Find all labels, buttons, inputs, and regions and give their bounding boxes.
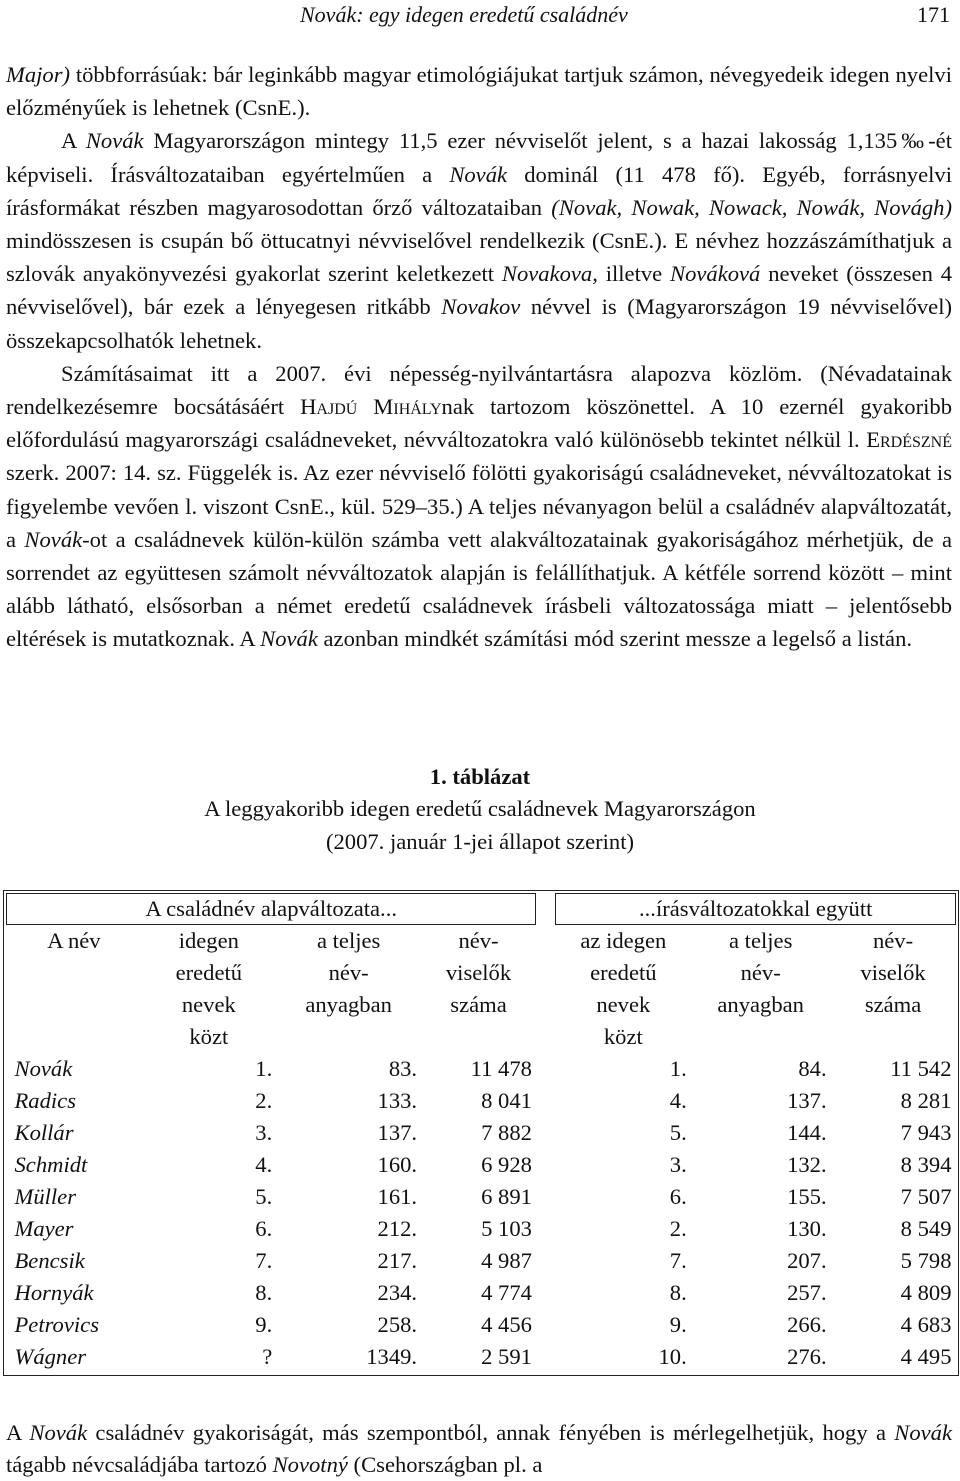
cell-variants-bearers: 11 542 (890, 1056, 952, 1081)
cell-rank-total: 137. (377, 1120, 418, 1145)
cell-name: Bencsik (14, 1248, 85, 1273)
cell-variants-bearers: 4 809 (900, 1280, 952, 1305)
col-header-variants-rank-total: a teljes név- anyagban (717, 928, 804, 1017)
group-header-base-form: A családnév alapváltozata... (7, 894, 536, 925)
cell-variants-rank-foreign: 10. (658, 1344, 687, 1369)
cell-name: Mayer (14, 1216, 74, 1241)
cell-variants-rank-foreign: 9. (669, 1312, 687, 1337)
body-text (6, 58, 952, 656)
table-title: A leggyakoribb idegen eredetű családnevek Magyarországon (204, 796, 756, 821)
cell-rank-foreign: 8. (255, 1280, 273, 1305)
cell-variants-rank-total: 266. (787, 1312, 827, 1337)
paragraph-1: Major) többforrásúak: bár leginkább magyar etimológiájukat tartjuk számon, névegyedeik idegen nyelvi előzményűek is lehetnek (CsnE.). (6, 62, 952, 121)
table-row (7, 1341, 956, 1373)
surname-frequency-table (6, 893, 956, 1373)
group-header-with-variants: ...írásváltozatokkal együtt (556, 894, 956, 925)
cell-name: Wágner (14, 1344, 87, 1369)
page-header (0, 0, 960, 30)
table-row (7, 1213, 956, 1245)
cell-variants-bearers: 4 495 (900, 1344, 952, 1369)
cell-rank-foreign: ? (262, 1344, 273, 1369)
cell-rank-foreign: 7. (255, 1248, 273, 1273)
cell-name: Schmidt (14, 1152, 88, 1177)
paragraph-3: Számításaimat itt a 2007. évi népesség-nyilvántartásra alapozva közlöm. (Névadatainak rendelkezésemre bocsátásáért Hajdú Mihálynak tartozom köszönettel. A 10 ezernél gyakoribb előfordulású magyarországi családneveket, névváltozatokra való különösebb tekintet nélkül l. Erdészné szerk. 2007: 14. sz. Függelék is. Az ezer névviselő fölötti gyakoriságú családneveket, névváltozatokat is figyelembe vevően l. viszont CsnE., kül. 529–35.) A teljes névanyagon belül a családnév alapváltozatát, a Novák-ot a családnevek külön-külön számba vett alakváltozatainak gyakoriságához mérhetjük, de a sorrendet az együttesen számolt névváltozatok alapján is felállíthatjuk. A kétféle sorrend között – mint alább látható, elsősorban a német eredetű családnevek írásbeli változatossága miatt – jelentősebb eltérések is mutatkoznak. A Novák azonban mindkét számítási mód szerint messze a legelső a listán. (6, 360, 953, 652)
table-number: 1. táblázat (429, 764, 531, 789)
cell-variants-rank-total: 137. (787, 1088, 827, 1113)
cell-variants-bearers: 7 507 (900, 1184, 952, 1209)
col-header-name: A név (47, 928, 101, 953)
cell-name: Hornyák (14, 1280, 94, 1305)
cell-rank-foreign: 4. (255, 1152, 273, 1177)
cell-bearers: 2 591 (481, 1344, 532, 1369)
cell-variants-rank-total: 144. (787, 1120, 827, 1145)
col-header-rank-foreign: idegen eredetű nevek közt (175, 928, 243, 1049)
cell-bearers: 5 103 (481, 1216, 532, 1241)
table-subtitle: (2007. január 1-jei állapot szerint) (325, 829, 635, 854)
col-header-variants-bearers: név- viselők száma (860, 928, 926, 1017)
cell-name: Novák (14, 1056, 73, 1081)
cell-bearers: 6 928 (481, 1152, 532, 1177)
cell-variants-rank-foreign: 3. (669, 1152, 687, 1177)
cell-variants-rank-foreign: 8. (669, 1280, 687, 1305)
cell-bearers: 8 041 (481, 1088, 532, 1113)
cell-rank-foreign: 3. (255, 1120, 273, 1145)
cell-variants-bearers: 8 394 (900, 1152, 952, 1177)
cell-name: Radics (14, 1088, 76, 1113)
table-row (7, 1053, 956, 1085)
cell-rank-total: 161. (377, 1184, 418, 1209)
cell-rank-foreign: 1. (255, 1056, 273, 1081)
running-title: Novák: egy idegen eredetű családnév (300, 2, 628, 27)
paragraph-2: A Novák Magyarországon mintegy 11,5 ezer névviselőt jelent, s a hazai lakosság 1,135‰-ét képviseli. Írásváltozataiban egyértelműen a Novák dominál (11 478 fő). Egyéb, forrásnyelvi írásformákat részben magyarosodottan őrző változataiban (Novak, Nowak, Nowack, Nowák, Novágh) mindösszesen is csupán bő öttucatnyi névviselővel rendelkezik (CsnE.). E névhez hozzászámíthatjuk a szlovák anyakönyvezési gyakorlat szerint keletkezett Novakova, illetve Nováková neveket (összesen 4 névviselővel), bár ezek a lényegesen ritkább Novakov névvel is (Magyarországon 19 névviselővel) összekapcsolhatók lehetnek. (6, 128, 952, 353)
cell-rank-total: 133. (377, 1088, 418, 1113)
cell-rank-total: 1349. (366, 1344, 418, 1369)
table-row (7, 1245, 956, 1277)
table-row (7, 1181, 956, 1213)
cell-variants-rank-foreign: 6. (669, 1184, 687, 1209)
cell-bearers: 4 987 (481, 1248, 532, 1273)
cell-variants-rank-foreign: 4. (669, 1088, 687, 1113)
cell-bearers: 7 882 (481, 1120, 532, 1145)
cell-variants-rank-total: 276. (787, 1344, 827, 1369)
cell-variants-bearers: 7 943 (900, 1120, 952, 1145)
cell-variants-rank-total: 155. (787, 1184, 827, 1209)
cell-rank-foreign: 6. (255, 1216, 273, 1241)
cell-bearers: 11 478 (470, 1056, 532, 1081)
cell-variants-bearers: 8 281 (900, 1088, 952, 1113)
cell-variants-bearers: 5 798 (900, 1248, 952, 1273)
cell-variants-rank-foreign: 2. (669, 1216, 687, 1241)
cell-variants-rank-foreign: 1. (669, 1056, 687, 1081)
cell-rank-total: 160. (377, 1152, 418, 1177)
cell-variants-rank-total: 130. (787, 1216, 827, 1241)
cell-rank-total: 234. (377, 1280, 418, 1305)
cell-variants-rank-foreign: 5. (669, 1120, 687, 1145)
table-row (7, 1085, 956, 1117)
col-header-variants-rank-foreign: az idegen eredetű nevek közt (580, 928, 667, 1049)
page-number: 171 (917, 2, 950, 27)
cell-rank-total: 258. (377, 1312, 418, 1337)
cell-variants-bearers: 4 683 (900, 1312, 952, 1337)
cell-rank-total: 83. (388, 1056, 418, 1081)
cell-rank-total: 212. (377, 1216, 418, 1241)
cell-variants-rank-total: 84. (798, 1056, 827, 1081)
table-row (7, 1309, 956, 1341)
cell-variants-rank-foreign: 7. (669, 1248, 687, 1273)
col-header-rank-total: a teljes név- anyagban (305, 928, 392, 1017)
cell-rank-foreign: 2. (255, 1088, 273, 1113)
cell-name: Kollár (14, 1120, 74, 1145)
cell-variants-bearers: 8 549 (900, 1216, 952, 1241)
cell-rank-total: 217. (377, 1248, 418, 1273)
table-row (7, 1149, 956, 1181)
cell-rank-foreign: 9. (255, 1312, 273, 1337)
cell-name: Petrovics (14, 1312, 99, 1337)
cell-variants-rank-total: 207. (787, 1248, 827, 1273)
table-row (7, 1117, 956, 1149)
closing-paragraph: A Novák családnév gyakoriságát, más szempontból, annak fényében is mérlegelhetjük, hogy a Novák tágabb névcsaládjába tartozó Novotný (Csehországban pl. a (6, 1420, 953, 1477)
col-header-bearers: név- viselők száma (445, 928, 512, 1017)
cell-variants-rank-total: 257. (787, 1280, 827, 1305)
cell-name: Müller (14, 1184, 76, 1209)
table-row (7, 1277, 956, 1309)
cell-rank-foreign: 5. (255, 1184, 273, 1209)
cell-bearers: 4 456 (481, 1312, 532, 1337)
table-column-header-row (7, 925, 956, 1054)
cell-bearers: 6 891 (481, 1184, 532, 1209)
cell-variants-rank-total: 132. (787, 1152, 827, 1177)
cell-bearers: 4 774 (481, 1280, 532, 1305)
table-group-header-row (7, 894, 956, 925)
